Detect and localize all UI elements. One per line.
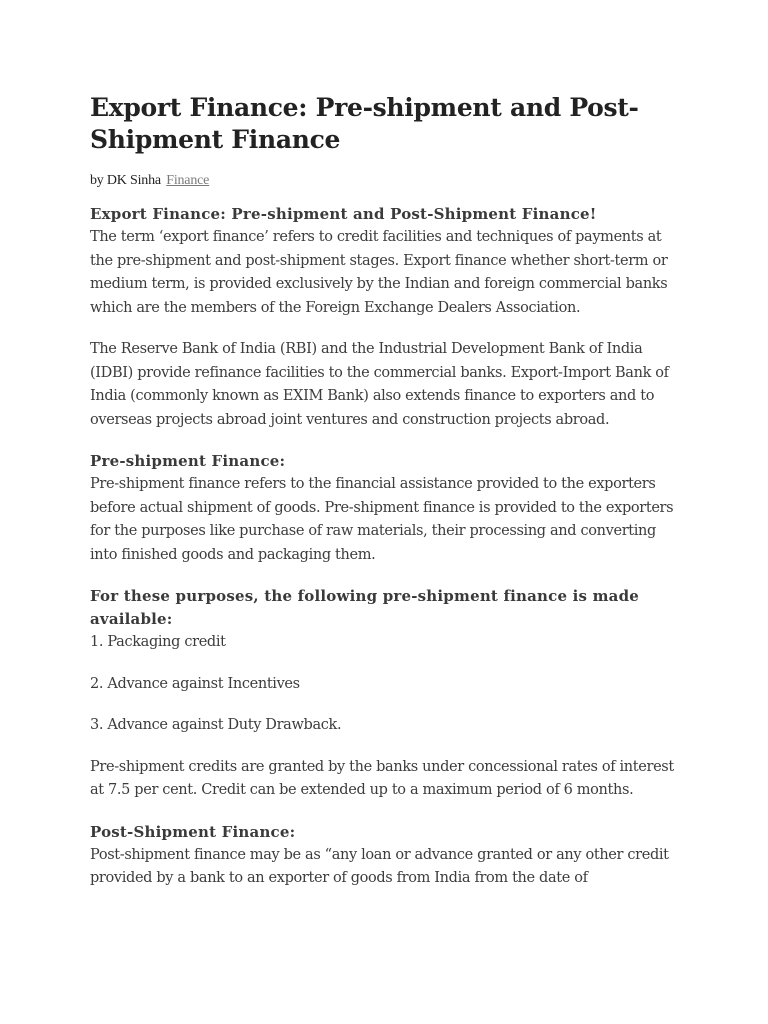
intro-section xyxy=(90,203,680,320)
article xyxy=(90,92,680,891)
intro-heading: Export Finance: Pre-shipment and Post-Shipment Finance! xyxy=(90,205,597,223)
purposes-heading: For these purposes, the following pre-shipment finance is made available: xyxy=(90,587,640,628)
category-link[interactable]: Finance xyxy=(166,173,210,188)
credits-paragraph: Pre-shipment credits are granted by the banks under concessional rates of interest at 7.5 per cent. Credit can be extended up to a maximum period of 6 months. xyxy=(90,758,674,798)
byline xyxy=(90,172,680,190)
intro-paragraph: The term ‘export finance’ refers to credit facilities and techniques of payments at the pre-shipment and post-shipment stages. Export finance whether short-term or medium term, is provided exclusively by the Indian and foreign commercial banks which are the members of the Foreign Exchange Dealers Association. xyxy=(90,229,668,316)
pre-shipment-heading: Pre-shipment Finance: xyxy=(90,452,286,470)
pre-shipment-paragraph: Pre-shipment finance refers to the financial assistance provided to the exporters before actual shipment of goods. Pre-shipment finance is provided to the exporters for the purposes like purchase of raw materials, their processing and converting into finished goods and packaging them. xyxy=(90,476,674,563)
post-shipment-heading: Post-Shipment Finance: xyxy=(90,822,296,841)
purposes-section xyxy=(90,585,680,655)
author-name: by DK Sinha xyxy=(90,173,161,188)
list-item: 3. Advance against Duty Drawback. xyxy=(90,717,342,733)
pre-shipment-section xyxy=(90,450,680,567)
post-shipment-section xyxy=(90,821,680,891)
list-item: 2. Advance against Incentives xyxy=(90,675,300,692)
article-title: Export Finance: Pre-shipment and Post-Shipment Finance xyxy=(90,93,639,154)
rbi-paragraph: The Reserve Bank of India (RBI) and the Industrial Development Bank of India (IDBI) provide refinance facilities to the commercial banks. Export-Import Bank of India (commonly known as EXIM Bank) also extends finance to exporters and to overseas projects abroad joint ventures and construction projects abroad. xyxy=(90,341,669,428)
post-shipment-paragraph: Post-shipment finance may be as “any loan or advance granted or any other credit provided by a bank to an exporter of goods from India from the date of xyxy=(90,846,669,886)
list-item: 1. Packaging credit xyxy=(90,634,226,650)
